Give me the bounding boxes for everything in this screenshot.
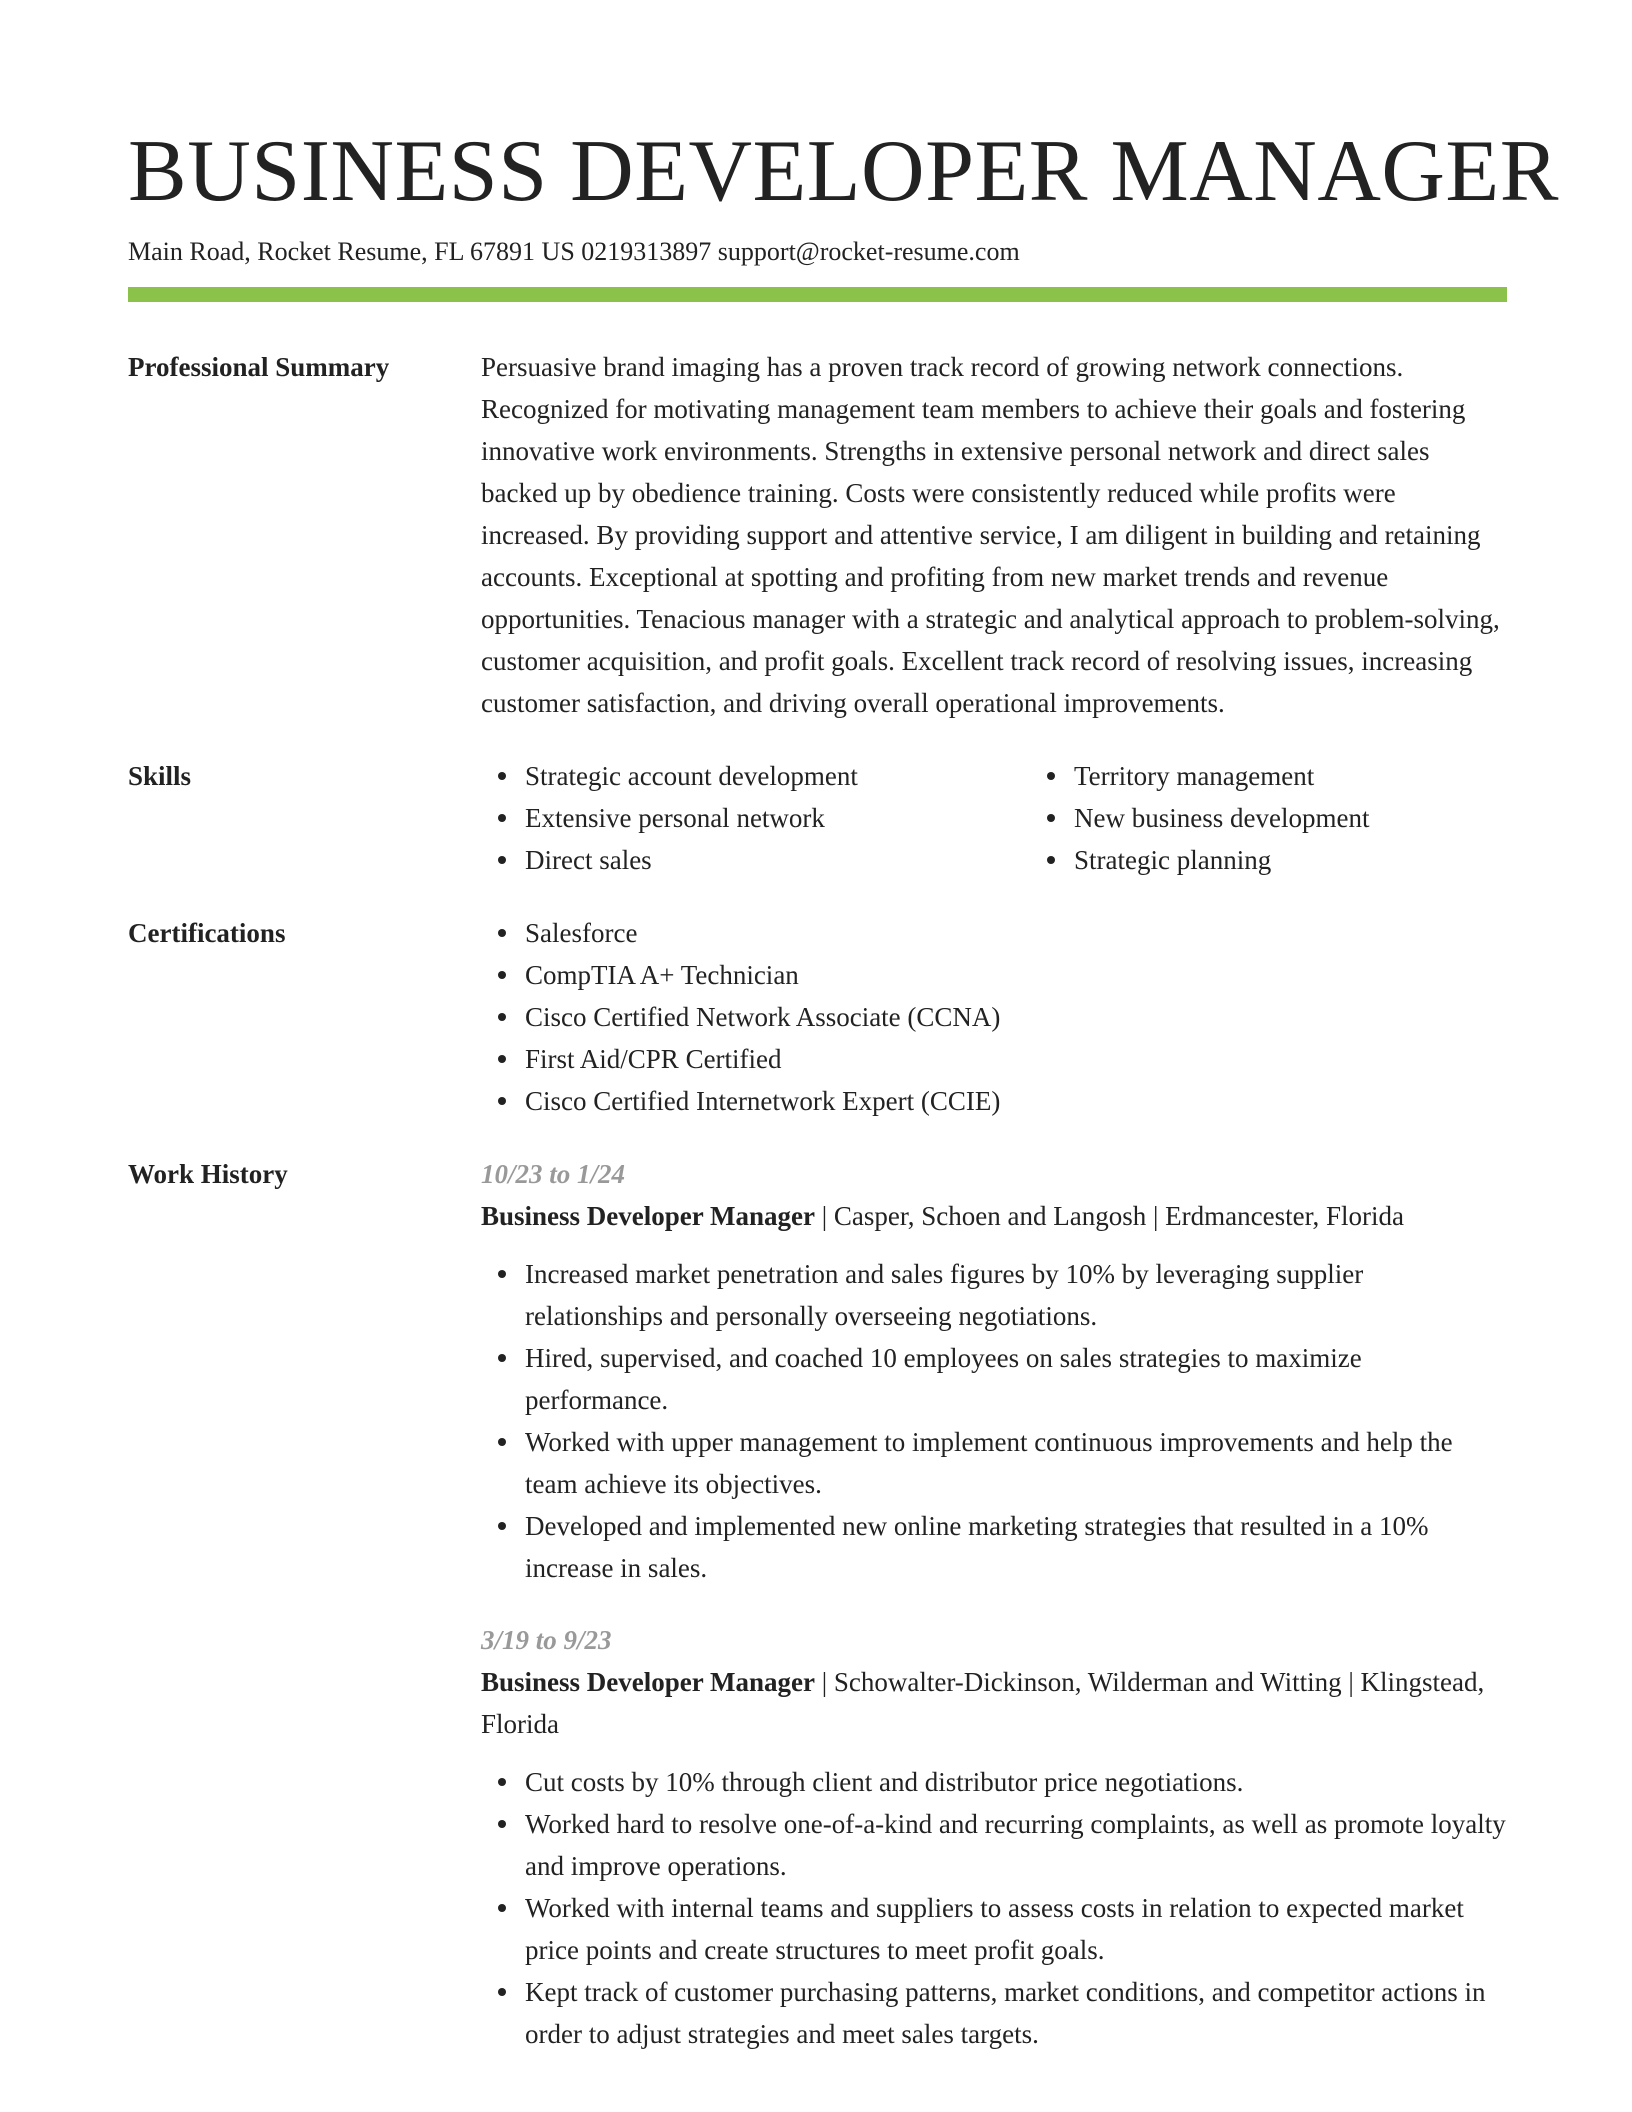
job-entry	[481, 1619, 1507, 2055]
header-divider	[128, 287, 1507, 302]
list-item: Strategic account development	[525, 755, 1030, 797]
job-details: | Schowalter-Dickinson, Wilderman and Witting | Klingstead, Florida	[481, 1667, 1485, 1739]
job-dates: 3/19 to 9/23	[481, 1625, 612, 1655]
list-item: Worked hard to resolve one-of-a-kind and recurring complaints, as well as promote loyalty and improve operations.	[525, 1803, 1507, 1887]
job-heading	[481, 1661, 1507, 1745]
list-item: Hired, supervised, and coached 10 employees on sales strategies to maximize performance.	[525, 1337, 1507, 1421]
work-history-section	[128, 1153, 1507, 2055]
skills-section	[128, 755, 1507, 881]
certifications-label: Certifications	[128, 918, 286, 948]
job-title: Business Developer Manager	[481, 1201, 815, 1231]
list-item: Developed and implemented new online marketing strategies that resulted in a 10% increase in sales.	[525, 1505, 1507, 1589]
job-dates: 10/23 to 1/24	[481, 1159, 626, 1189]
candidate-name: BUSINESS DEVELOPER MANAGER	[128, 123, 1559, 220]
summary-text: Persuasive brand imaging has a proven track record of growing network connections. Recognized for motivating management team members to achieve their goals and fostering innovative work environments. Strengths in extensive personal network and direct sales backed up by obedience training. Costs were consistently reduced while profits were increased. By providing support and attentive service, I am diligent in building and retaining accounts. Exceptional at spotting and profiting from new market trends and revenue opportunities. Tenacious manager with a strategic and analytical approach to problem-solving, customer acquisition, and profit goals. Excellent track record of resolving issues, increasing customer satisfaction, and driving overall operational improvements.	[481, 352, 1500, 718]
list-item: Worked with upper management to implement continuous improvements and help the team achieve its objectives.	[525, 1421, 1507, 1505]
list-item: Salesforce	[525, 912, 1507, 954]
list-item: First Aid/CPR Certified	[525, 1038, 1507, 1080]
job-title: Business Developer Manager	[481, 1667, 815, 1697]
list-item: New business development	[1074, 797, 1579, 839]
list-item: Strategic planning	[1074, 839, 1579, 881]
list-item: Territory management	[1074, 755, 1579, 797]
list-item: Cisco Certified Internetwork Expert (CCIE)	[525, 1080, 1507, 1122]
skills-column-2	[1030, 755, 1579, 881]
list-item: Cisco Certified Network Associate (CCNA)	[525, 996, 1507, 1038]
list-item: Extensive personal network	[525, 797, 1030, 839]
contact-info: Main Road, Rocket Resume, FL 67891 US 0219313897 support@rocket-resume.com	[128, 237, 1020, 266]
list-item: Kept track of customer purchasing patterns, market conditions, and competitor actions in order to adjust strategies and meet sales targets.	[525, 1971, 1507, 2055]
list-item: Increased market penetration and sales figures by 10% by leveraging supplier relationships and personally overseeing negotiations.	[525, 1253, 1507, 1337]
job-entry	[481, 1153, 1507, 1589]
list-item: Worked with internal teams and suppliers to assess costs in relation to expected market price points and create structures to meet profit goals.	[525, 1887, 1507, 1971]
job-bullets	[481, 1761, 1507, 2055]
job-heading	[481, 1195, 1507, 1237]
certifications-list	[481, 912, 1507, 1122]
job-details: | Casper, Schoen and Langosh | Erdmancester, Florida	[814, 1201, 1404, 1231]
list-item: Direct sales	[525, 839, 1030, 881]
resume-page	[128, 118, 1559, 2055]
skills-column-1	[481, 755, 1030, 881]
work-history-label: Work History	[128, 1159, 288, 1189]
certifications-section	[128, 912, 1507, 1122]
summary-section	[128, 346, 1507, 724]
skills-label: Skills	[128, 761, 192, 791]
job-bullets	[481, 1253, 1507, 1589]
list-item: Cut costs by 10% through client and distributor price negotiations.	[525, 1761, 1507, 1803]
list-item: CompTIA A+ Technician	[525, 954, 1507, 996]
summary-label: Professional Summary	[128, 352, 390, 382]
